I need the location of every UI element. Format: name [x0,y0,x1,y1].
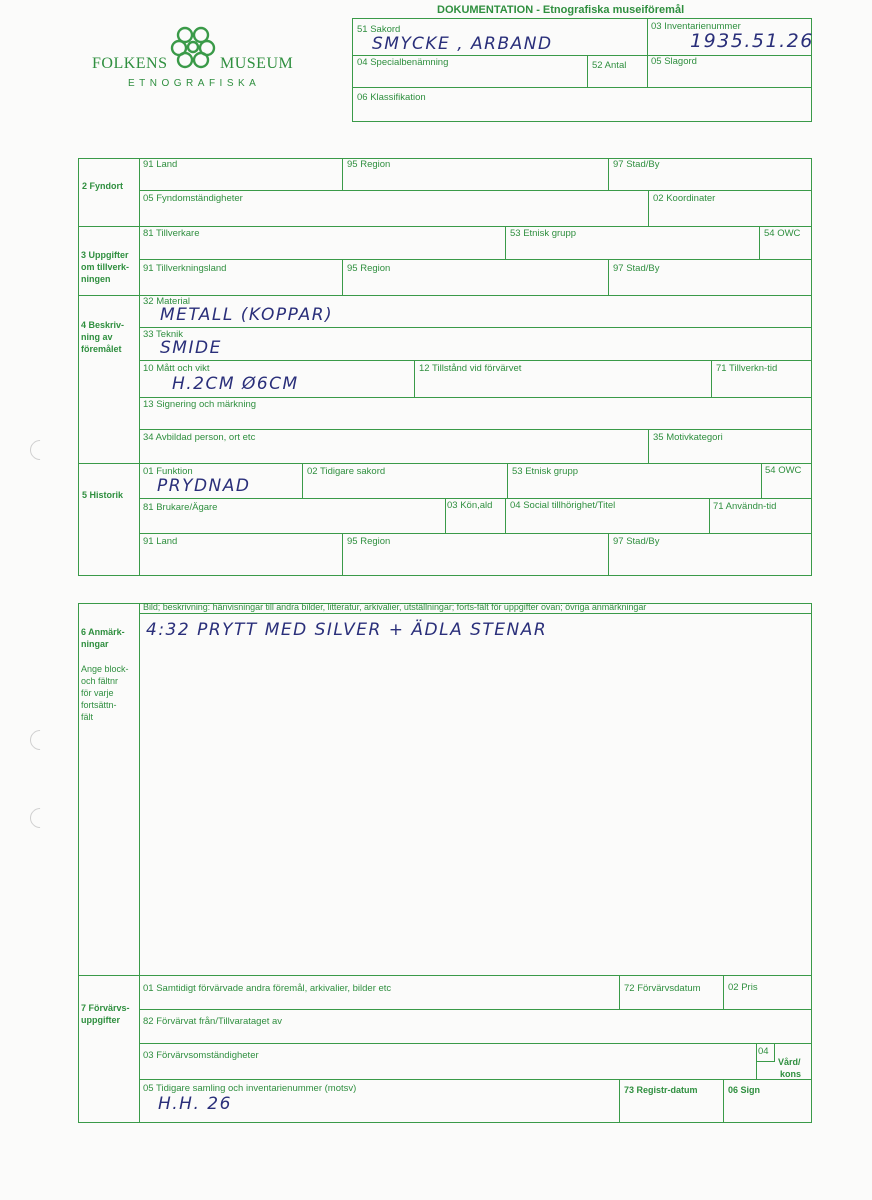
form-title: DOKUMENTATION - Etnografiska museiföremål [437,4,685,16]
tillverk-53-label: 53 Etnisk grupp [510,228,577,239]
material-label: 32 Material [143,296,190,307]
tillverk-95-label: 95 Region [347,263,391,274]
field-05-label: 05 Slagord [651,56,697,67]
field-03-value[interactable]: 1935.51.26 [690,30,814,52]
tillverk-54-label: 54 OWC [764,228,801,239]
historik-95-label: 95 Region [347,536,391,547]
tidigare-samling-label: 05 Tidigare samling och inventarienummer (motsv) [143,1083,357,1094]
binder-hole-bottom [26,804,54,832]
section-7-label-2: uppgifter [81,1015,120,1025]
tillstand-label: 12 Tillstånd vid förvärvet [419,363,522,374]
section-5-label: 5 Historik [82,490,124,500]
binder-hole-top [26,436,54,464]
section-6-hint-3: för varje [81,688,114,698]
field-51-label: 51 Sakord [357,24,401,35]
section-4-label-3: föremålet [81,344,122,354]
tillverk-91-label: 91 Tillverkningsland [143,263,227,274]
tillverk-97-label: 97 Stad/By [613,263,660,274]
field-03-label: 03 Inventarienummer [651,21,741,32]
section-7-label-1: 7 Förvärvs- [81,1003,130,1013]
material-value[interactable]: METALL (KOPPAR) [160,305,334,325]
section-3-label-3: ningen [81,274,111,284]
section-6-hint-4: fortsättn- [81,700,117,710]
section-6-label-2: ningar [81,639,109,649]
fyndort-02-label: 02 Koordinater [653,193,716,204]
section-6-label-1: 6 Anmärk- [81,627,125,637]
registr-datum-label: 73 Registr-datum [624,1085,698,1095]
logo-subtitle: ETNOGRAFISKA [128,78,261,89]
brukare-label: 81 Brukare/Ägare [143,502,218,513]
museum-logo [92,24,312,94]
funktion-value[interactable]: PRYDNAD [157,476,251,496]
tillverkn-tid-label: 71 Tillverkn-tid [716,363,778,374]
forvarvsdatum-label: 72 Förvärvsdatum [624,983,701,994]
kon-label: 03 Kön,ald [447,500,493,511]
vard-label-1: Vård/ [778,1057,801,1067]
tidigare-sakord-label: 02 Tidigare sakord [307,466,386,477]
funktion-label: 01 Funktion [143,466,193,477]
fyndort-91-label: 91 Land [143,159,178,170]
vard-num-label: 04 [758,1046,769,1057]
clover-knot-icon [170,24,216,70]
section-3-label-2: om tillverk- [81,262,130,272]
logo-word-right: MUSEUM [220,55,294,72]
avbildad-label: 34 Avbildad person, ort etc [143,432,256,443]
section-4-label-1: 4 Beskriv- [81,320,125,330]
social-label: 04 Social tillhörighet/Titel [510,500,616,511]
matt-label: 10 Mått och vikt [143,363,210,374]
field-51-value[interactable]: SMYCKE , ARBAND [372,34,553,54]
historik-97-label: 97 Stad/By [613,536,660,547]
historik-54-label: 54 OWC [765,465,802,476]
anmarkningar-header: Bild; beskrivning: hänvisningar till andra bilder, litteratur, arkivalier, utställningar; forts-fält för uppgifter ovan; övriga anmärkningar [143,602,647,612]
teknik-value[interactable]: SMIDE [160,338,222,358]
matt-value[interactable]: H.2CM Ø6CM [172,374,299,394]
motivkategori-label: 35 Motivkategori [653,432,723,443]
logo-word-left: FOLKENS [92,55,168,72]
binder-hole-middle [26,726,54,754]
teknik-label: 33 Teknik [143,329,183,340]
section-4-label-2: ning av [81,332,113,342]
sign-label: 06 Sign [728,1085,761,1095]
field-04-label: 04 Specialbenämning [357,57,449,68]
section-6-hint-1: Ange block- [81,664,129,674]
section-6-hint-5: fält [81,712,94,722]
forvarvat-fran-label: 82 Förvärvat från/Tillvarataget av [143,1016,283,1027]
historik-53-label: 53 Etnisk grupp [512,466,579,477]
field-52-label: 52 Antal [592,60,627,71]
anmarkningar-value[interactable]: 4:32 PRYTT MED SILVER + ÄDLA STENAR [146,620,548,640]
fyndort-05-label: 05 Fyndomständigheter [143,193,243,204]
tillverk-81-label: 81 Tillverkare [143,228,200,239]
pris-label: 02 Pris [728,982,758,993]
anvandn-tid-label: 71 Användn-tid [713,501,777,512]
tidigare-samling-value[interactable]: H.H. 26 [158,1094,232,1114]
signering-label: 13 Signering och märkning [143,399,257,410]
samtidigt-label: 01 Samtidigt förvärvade andra föremål, arkivalier, bilder etc [143,983,392,994]
historik-91-label: 91 Land [143,536,178,547]
fyndort-97-label: 97 Stad/By [613,159,660,170]
forvarvsomst-label: 03 Förvärvsomständigheter [143,1050,259,1061]
section-2-label: 2 Fyndort [82,181,124,191]
fyndort-95-label: 95 Region [347,159,391,170]
vard-label-2: kons [780,1069,802,1079]
section-6-hint-2: och fältnr [81,676,119,686]
section-3-label-1: 3 Uppgifter [81,250,129,260]
field-06-label: 06 Klassifikation [357,92,426,103]
